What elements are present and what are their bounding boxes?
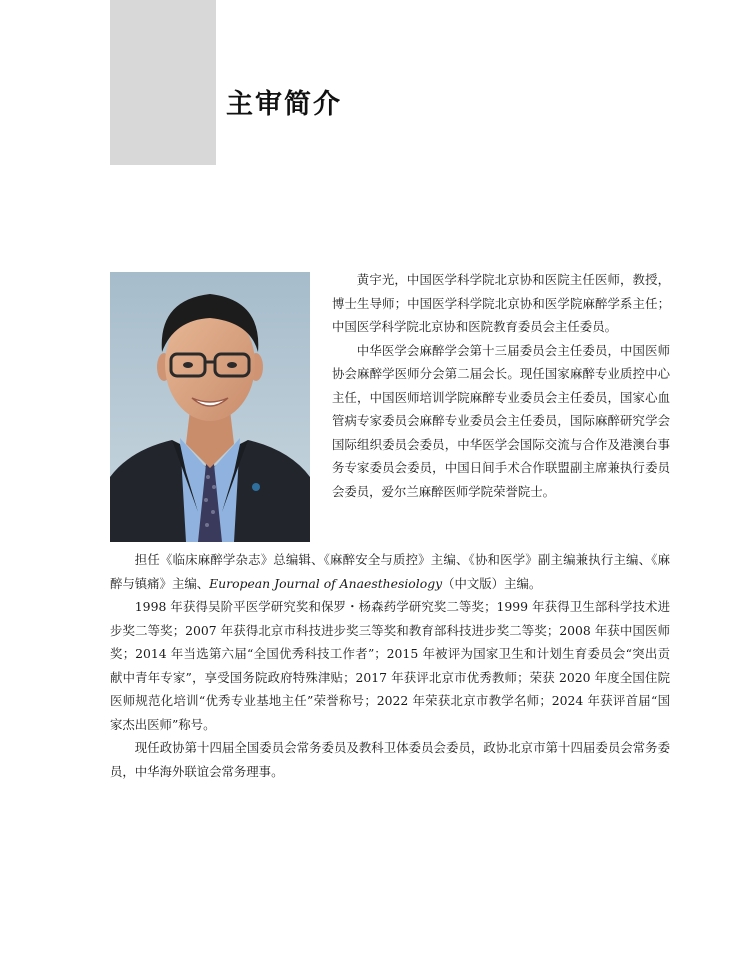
portrait-illustration bbox=[110, 272, 310, 542]
header-tab-block bbox=[110, 0, 216, 165]
portrait-photo bbox=[110, 272, 310, 542]
bio-full-width-section bbox=[110, 548, 670, 783]
bio-right-column bbox=[332, 268, 670, 503]
bio-paragraph-4: 1998 年获得吴阶平医学研究奖和保罗・杨森药学研究奖二等奖；1999 年获得卫生部科学技术进步奖二等奖；2007 年获得北京市科技进步奖三等奖和教育部科技进步奖二等奖；2008 年获中国医师奖；2014 年当选第六届“全国优秀科技工作者”；2015 年被评为国家卫生和计划生育委员会“突出贡献中青年专家”，享受国务院政府特殊津贴；2017 年获评北京市优秀教师；荣获 2020 年度全国住院医师规范化培训“优秀专业基地主任”荣誉称号；2022 年荣获北京市教学名师；2024 年获评首届“国家杰出医师”称号。 bbox=[110, 599, 670, 732]
page-title: 主审简介 bbox=[226, 89, 342, 120]
bio-paragraph-2: 中华医学会麻醉学会第十三届委员会主任委员，中国医师协会麻醉学医师分会第二届会长。现任国家麻醉专业质控中心主任，中国医师培训学院麻醉专业委员会主任委员，国家心血管病专家委员会麻醉专业委员会主任委员，国际麻醉研究学会国际组织委员会委员，中华医学会国际交流与合作及港澳台事务专家委员会委员，中国日间手术合作联盟副主席兼执行委员会委员，爱尔兰麻醉医师学院荣誉院士。 bbox=[332, 342, 670, 499]
bio-paragraph-1: 黄宇光，中国医学科学院北京协和医院主任医师，教授，博士生导师；中国医学科学院北京协和医学院麻醉学系主任；中国医学科学院北京协和医院教育委员会主任委员。 bbox=[332, 272, 670, 334]
bio-paragraph-3-suffix: （中文版）主编。 bbox=[442, 575, 542, 591]
bio-paragraph-3 bbox=[110, 548, 670, 595]
bio-paragraph-5: 现任政协第十四届全国委员会常务委员及教科卫体委员会委员，政协北京市第十四届委员会常务委员，中华海外联谊会常务理事。 bbox=[110, 740, 670, 779]
journal-name: European Journal of Anaesthesiology bbox=[209, 575, 443, 591]
bio-paragraph-3-text: 担任《临床麻醉学杂志》总编辑、《麻醉安全与质控》主编、《协和医学》副主编兼执行主编、《麻醉与镇痛》主编、 bbox=[110, 552, 670, 591]
